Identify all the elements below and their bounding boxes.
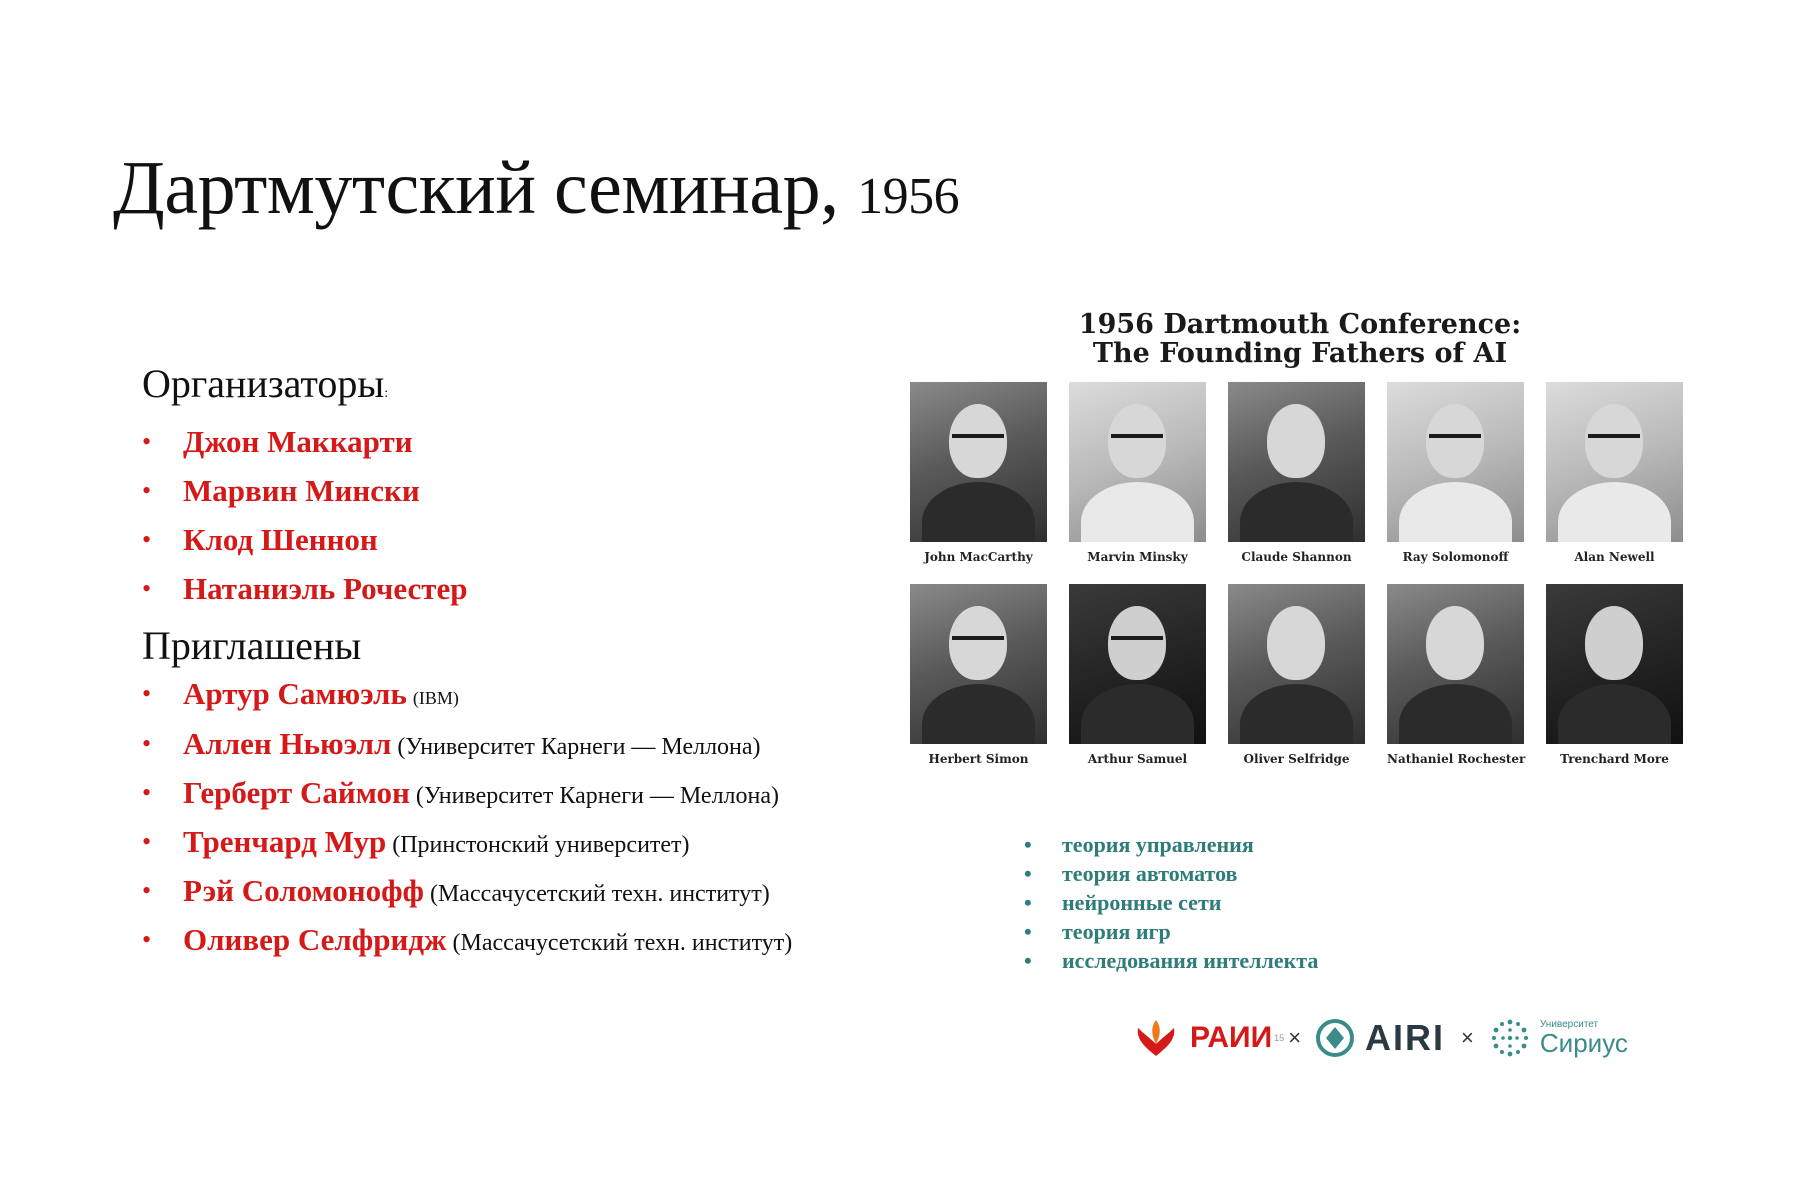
sirius-text [1540, 1020, 1628, 1056]
airi-logo [1315, 1017, 1445, 1059]
portrait-card [1069, 382, 1206, 564]
times-separator: × [1288, 1025, 1302, 1050]
organizers-heading-text: Организаторы [142, 361, 385, 406]
portrait-caption: Arthur Samuel [1087, 752, 1188, 766]
portrait-caption: Herbert Simon [928, 752, 1029, 766]
airi-text: AIRI [1365, 1017, 1446, 1058]
participants-section [142, 360, 882, 973]
photo-panel-title-line2: The Founding Fathers of AI [1092, 338, 1508, 369]
portrait-card [1546, 584, 1683, 766]
portrait-card [1387, 382, 1524, 564]
organizer-item [142, 573, 882, 608]
invited-item [142, 826, 882, 861]
invited-item [142, 728, 882, 763]
photo-panel-title [910, 310, 1690, 368]
portrait-photo [1387, 584, 1524, 744]
portrait-photo [1228, 584, 1365, 744]
portrait-card [1069, 584, 1206, 766]
person-affiliation: (IBM) [412, 688, 459, 708]
portrait-caption: John MacCarthy [924, 550, 1033, 564]
portrait-caption: Oliver Selfridge [1243, 752, 1350, 766]
portrait-card [1387, 584, 1524, 766]
person-affiliation: (Массачусетский техн. институт) [452, 930, 793, 956]
raii-text: РАИИ [1190, 1021, 1273, 1054]
sirius-dots-icon [1488, 1016, 1532, 1060]
person-affiliation: (Принстонский университет) [392, 832, 690, 858]
person-name: Клод Шеннон [183, 522, 378, 557]
portrait-card [1228, 382, 1365, 564]
slide-year: 1956 [857, 168, 960, 225]
portrait-photo [1228, 382, 1365, 542]
person-name: Джон Маккарти [183, 424, 413, 459]
portrait-caption: Marvin Minsky [1087, 550, 1188, 564]
person-name: Оливер Селфридж [183, 922, 447, 957]
topics-list [1020, 830, 1318, 975]
sirius-big-text: Сириус [1539, 1028, 1628, 1058]
raii-superscript: 15 [1274, 1033, 1285, 1043]
person-name: Герберт Саймон [183, 775, 410, 810]
organizer-item [142, 426, 882, 461]
raii-flower-icon [1132, 1018, 1180, 1058]
slide-title [113, 146, 960, 230]
photo-row-1 [910, 382, 1690, 564]
organizers-list [142, 426, 882, 608]
portrait-card [910, 584, 1047, 766]
organizer-item [142, 475, 882, 510]
photo-panel-title-line1: 1956 Dartmouth Conference: [1078, 309, 1522, 340]
sirius-logo [1488, 1016, 1628, 1060]
portrait-photo [1387, 382, 1524, 542]
topic-item: • теория управления [1020, 830, 1318, 859]
invited-list [142, 678, 882, 959]
organizers-heading-colon: : [384, 386, 389, 401]
photo-panel [910, 310, 1690, 786]
person-name: Марвин Мински [183, 473, 420, 508]
partner-logos [1132, 1008, 1628, 1068]
raii-logo [1132, 1018, 1284, 1058]
invited-item [142, 777, 882, 812]
person-name: Артур Самюэль [183, 676, 407, 711]
invited-item [142, 924, 823, 959]
person-name: Рэй Соломонофф [183, 873, 424, 908]
person-name: Тренчард Мур [183, 824, 387, 859]
invited-item [142, 875, 882, 910]
portrait-caption: Trenchard More [1560, 752, 1669, 766]
organizer-item [142, 524, 882, 559]
person-affiliation: (Университет Карнеги — Меллона) [397, 734, 761, 760]
topic-item: • теория игр [1020, 917, 1318, 946]
times-separator: × [1461, 1025, 1474, 1050]
portrait-photo [910, 382, 1047, 542]
portrait-photo [910, 584, 1047, 744]
sirius-small-text: Университет [1539, 1019, 1599, 1030]
slide-title-separator: , [820, 146, 839, 230]
invited-item [142, 678, 882, 714]
portrait-card [1546, 382, 1683, 564]
portrait-photo [1069, 382, 1206, 542]
portrait-caption: Alan Newell [1574, 550, 1655, 564]
person-affiliation: (Университет Карнеги — Меллона) [415, 783, 780, 809]
portrait-photo [1546, 382, 1683, 542]
invited-heading: Приглашены [142, 623, 362, 668]
slide-title-text: Дартмутский семинар [113, 146, 821, 230]
topic-item: • теория автоматов [1020, 859, 1318, 888]
person-name: Натаниэль Рочестер [183, 571, 468, 606]
portrait-card [910, 382, 1047, 564]
portrait-caption: Ray Solomonoff [1402, 550, 1509, 564]
photo-row-2 [910, 584, 1690, 766]
person-name: Аллен Ньюэлл [183, 726, 392, 761]
portrait-caption: Claude Shannon [1241, 550, 1352, 564]
person-affiliation: (Массачусетский техн. институт) [429, 881, 770, 907]
portrait-card [1228, 584, 1365, 766]
organizers-heading [142, 360, 882, 418]
airi-diamond-icon [1315, 1018, 1355, 1058]
portrait-photo [1546, 584, 1683, 744]
portrait-photo [1069, 584, 1206, 744]
portrait-caption: Nathaniel Rochester [1387, 752, 1526, 766]
topic-item: • исследования интеллекта [1020, 946, 1318, 975]
topic-item: • нейронные сети [1020, 888, 1318, 917]
